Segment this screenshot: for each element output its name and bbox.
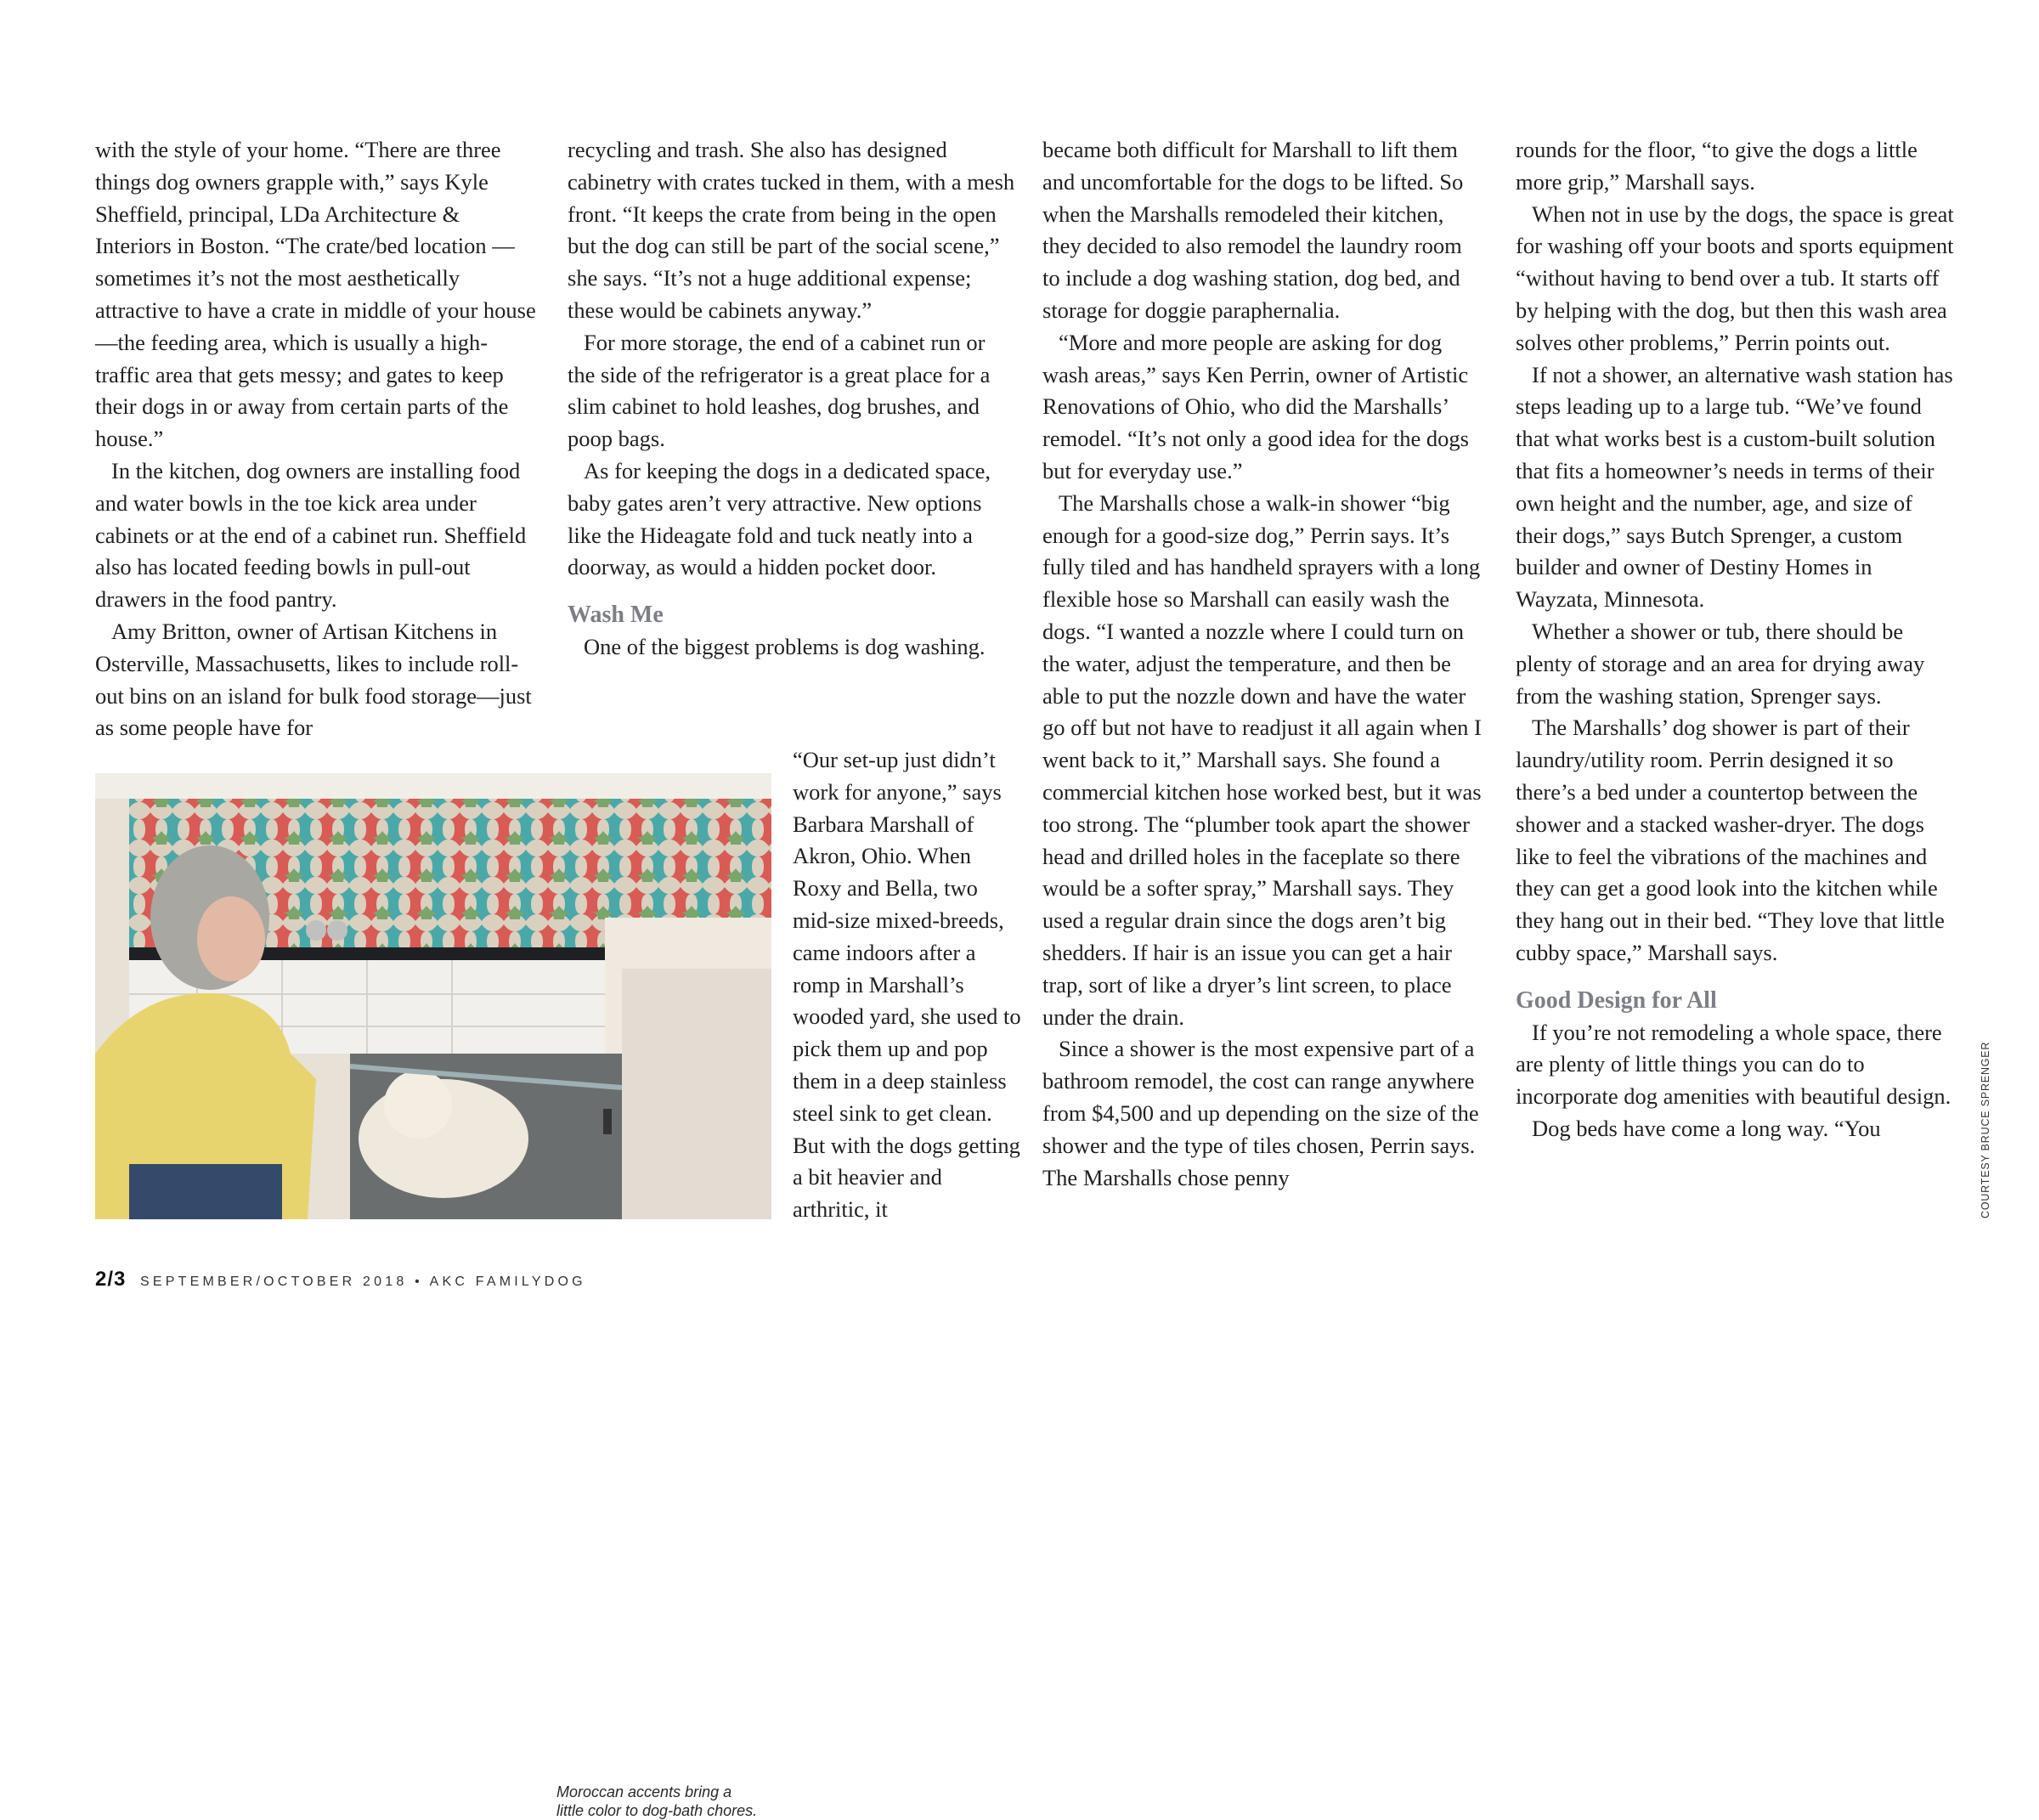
paragraph: recycling and trash. She also has designed cabinetry with crates tucked in them, with a mesh front. “It keeps the crate from being in the open but the dog can still be part of the social scene,” she says. “It’s not a huge additional expense; these would be cabinets anyway.” [568,137,1015,323]
paragraph: rounds for the floor, “to give the dogs a little more grip,” Marshall says. [1516,137,1918,195]
wrapped-paragraph: “Our set-up just didn’t work for anyone,” says Barbara Marshall of Akron, Ohio. When Roxy and Bella, two mid-size mixed-breeds, came indoors after a romp in Marshall’s wooded yard, she used to pick them up and pop them in a deep stainless steel sink to get clean. But with the dogs getting a bit heavier and arthritic, it [793,747,1021,1223]
paragraph: As for keeping the dogs in a dedicated space, baby gates aren’t very attractive. New options like the Hideagate fold and tuck neatly into a doorway, as would a hidden pocket door. [568,457,991,580]
photo-illustration [95,773,771,1219]
paragraph: The Marshalls’ dog shower is part of their laundry/utility room. Perrin designed it so there’s a bed under a countertop between the shower and a stacked washer-dryer. The dogs like to feel the vibrations of the machines and they can get a good look into the kitchen while they hang out in their bed. “They love that little cubby space,” Marshall says. [1516,715,1945,965]
issue-label: SEPTEMBER/OCTOBER 2018 • AKC FAMILYDOG [140,1275,586,1289]
paragraph: “More and more people are asking for dog wash areas,” says Ken Perrin, owner of Artistic Renovations of Ohio, who did the Marshalls’ remodel. “It’s not only a good idea for the dogs but for everyday use.” [1042,329,1469,483]
article-column-3 [1042,134,1484,1194]
paragraph: became both difficult for Marshall to lift them and uncomfortable for the dogs to be lifted. So when the Marshalls remodeled their kitchen, they decided to also remodel the laundry room to include a dog washing station, dog bed, and storage for doggie paraphernalia. [1042,137,1464,323]
paragraph: The Marshalls chose a walk-in shower “big enough for a good-size dog,” Perrin says. It’s fully tiled and has handheld sprayers with a long flexible hose so Marshall can easily wash the dogs. “I wanted a nozzle where I could turn on the water, adjust the temperature, and then be able to put the nozzle down and have the water go off but not have to readjust it all again when I went back to it,” Marshall says. She found a commercial kitchen hose worked best, but it was too strong. The “plumber took apart the shower head and drilled holes in the faceplate so there would be a softer spray,” Marshall says. They used a regular drain since the dogs aren’t big shedders. If hair is an issue you can get a hair trap, sort of like a dryer’s lint screen, to place under the drain. [1042,489,1482,1030]
paragraph: If you’re not remodeling a whole space, there are plenty of little things you can do to incorporate dog amenities with beautiful design. [1516,1019,1951,1110]
paragraph: One of the biggest problems is dog washing. [584,633,986,659]
paragraph: If not a shower, an alternative wash station has steps leading up to a large tub. “We’ve found that what works best is a custom-built solution that fits a homeowner’s needs in terms of their own height and the number, age, and size of their dogs,” says Butch Sprenger, a custom builder and owner of Destiny Homes in Wayzata, Minnesota. [1516,361,1953,613]
paragraph: In the kitchen, dog owners are installing food and water bowls in the toe kick area under cabinets or at the end of a cabinet run. Sheffield also has located feeding bowls in pull-out drawers in the food pantry. [95,457,527,613]
paragraph: Amy Britton, owner of Artisan Kitchens in Osterville, Massachusetts, likes to include roll-out bins on an island for bulk food storage—just as some people have for [95,618,532,741]
photo-credit: COURTESY BRUCE SPRENGER [1980,1041,1991,1218]
paragraph: Whether a shower or tub, there should be plenty of storage and an area for drying away from the washing station, Sprenger says. [1516,618,1925,709]
page-number: 2/3 [95,1268,127,1291]
section-heading-wash-me: Wash Me [568,602,664,629]
paragraph: When not in use by the dogs, the space is great for washing off your boots and sports equipment “without having to bend over a tub. It starts off by helping with the dog, but then this wash area solves other problems,” Perrin points out. [1516,201,1954,355]
photo-caption: Moroccan accents bring a little color to dog-bath chores. [556,1783,758,1819]
paragraph: Dog beds have come a long way. “You [1532,1115,1881,1141]
section-heading-good-design: Good Design for All [1516,986,1717,1014]
article-column-2 [568,134,1016,664]
article-column-4 [1516,134,1957,1145]
paragraph: Since a shower is the most expensive part of a bathroom remodel, the cost can range anywhere from $4,500 and up depending on the size of the shower and the type of tiles chosen, Perrin says. The Marshalls chose penny [1042,1036,1479,1190]
paragraph: For more storage, the end of a cabinet run or the side of the refrigerator is a great place for a slim cabinet to hold leashes, dog brushes, and poop bags. [568,329,991,452]
paragraph: with the style of your home. “There are three things dog owners grapple with,” says Kyle Sheffield, principal, LDa Architecture & Interiors in Boston. “The crate/bed location —sometimes it’s not the most aesthetically attractive to have a crate in middle of your house—the feeding area, which is usually a high-traffic area that gets messy; and gates to keep their dogs in or away from certain parts of the house.” [95,137,536,452]
article-column-1 [95,134,537,744]
page-footer [95,1268,586,1292]
